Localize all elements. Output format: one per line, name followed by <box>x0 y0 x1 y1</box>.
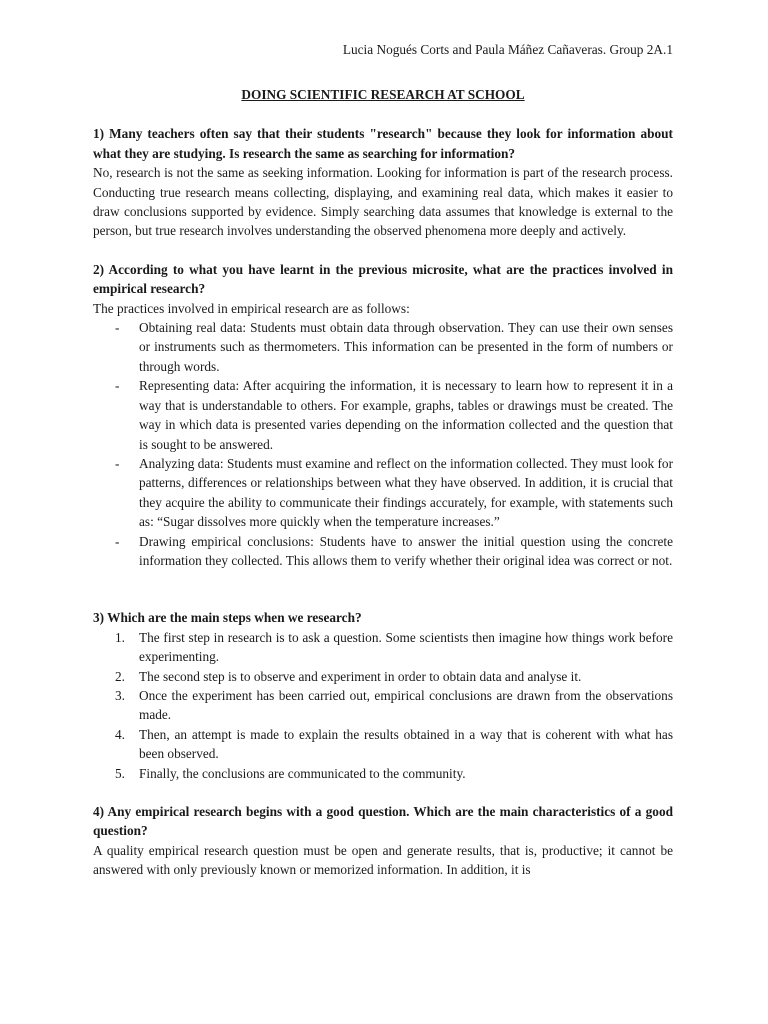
list-number: 4. <box>115 726 125 742</box>
section-2 <box>93 260 673 571</box>
question-3: 3) Which are the main steps when we research? <box>93 610 362 626</box>
section-3 <box>93 608 673 783</box>
list-item-text: The first step in research is to ask a question. Some scientists then imagine how things work before experimenting. <box>139 629 673 665</box>
list-item-text: Once the experiment has been carried out, empirical conclusions are drawn from the observations made. <box>139 687 673 723</box>
dash-marker: - <box>115 455 120 471</box>
answer-2-intro: The practices involved in empirical research are as follows: <box>93 300 410 316</box>
document-page <box>93 40 673 880</box>
list-item <box>93 686 673 725</box>
list-item-text: Finally, the conclusions are communicated to the community. <box>139 765 466 781</box>
list-item-text: Representing data: After acquiring the information, it is necessary to learn how to represent it in a way that is understandable to others. For example, graphs, tables or drawings must be created. The way in which data is presented varies depending on the information collected and the question that is sought to be answered. <box>139 378 673 452</box>
list-item <box>93 764 673 783</box>
list-item <box>93 628 673 667</box>
list-item <box>93 725 673 764</box>
answer-4: A quality empirical research question must be open and generate results, that is, productive; it cannot be answered with only previously known or memorized information. In addition, it is <box>93 842 673 878</box>
dash-marker: - <box>115 378 120 394</box>
spacer <box>93 783 673 802</box>
dash-marker: - <box>115 320 120 336</box>
section-1 <box>93 124 673 240</box>
list-item-text: Drawing empirical conclusions: Students have to answer the initial question using the concrete information they collected. This allows them to verify whether their original idea was correct or not. <box>139 533 673 568</box>
header-authors: Lucia Nogués Corts and Paula Máñez Cañaveras. Group 2A.1 <box>342 42 673 57</box>
dash-marker: - <box>115 533 120 549</box>
question-1: 1) Many teachers often say that their students "research" because they look for information about what they are studying. Is research the same as searching for information? <box>93 126 673 161</box>
list-item-text: Then, an attempt is made to explain the results obtained in a way that is coherent with what has been observed. <box>139 726 673 762</box>
list-item <box>93 532 673 571</box>
list-item <box>93 318 673 376</box>
answer-1: No, research is not the same as seeking information. Looking for information is part of the research process. Conducting true research means collecting, displaying, and examining real data, which makes it easier to draw conclusions supported by evidence. Simply searching data assumes that knowledge is external to the person, but true research involves understanding the observed phenomena more deeply and actively. <box>93 165 673 239</box>
list-number: 3. <box>115 687 125 703</box>
document-title: DOING SCIENTIFIC RESEARCH AT SCHOOL <box>241 87 525 102</box>
list-number: 2. <box>115 668 125 684</box>
list-item <box>93 376 673 454</box>
steps-list <box>93 628 673 783</box>
spacer <box>93 570 673 608</box>
spacer <box>93 241 673 260</box>
list-number: 1. <box>115 629 125 645</box>
list-item-text: Analyzing data: Students must examine and reflect on the information collected. They must look for patterns, differences or relationships between what they have observed. In addition, it is crucial that they acquire the ability to communicate their findings accurately, for example, with statements such as: “Sugar dissolves more quickly when the temperature increases.” <box>139 455 673 530</box>
list-number: 5. <box>115 765 125 781</box>
list-item <box>93 454 673 532</box>
section-4 <box>93 802 673 880</box>
list-item-text: Obtaining real data: Students must obtain data through observation. They can use their own senses or instruments such as thermometers. This information can be presented in the form of numbers or through words. <box>139 320 673 374</box>
question-2: 2) According to what you have learnt in the previous microsite, what are the practices involved in empirical research? <box>93 261 673 297</box>
list-item-text: The second step is to observe and experiment in order to obtain data and analyse it. <box>139 668 582 684</box>
list-item <box>93 667 673 686</box>
question-4: 4) Any empirical research begins with a good question. Which are the main characteristics of a good question? <box>93 804 673 839</box>
practices-list <box>93 318 673 570</box>
